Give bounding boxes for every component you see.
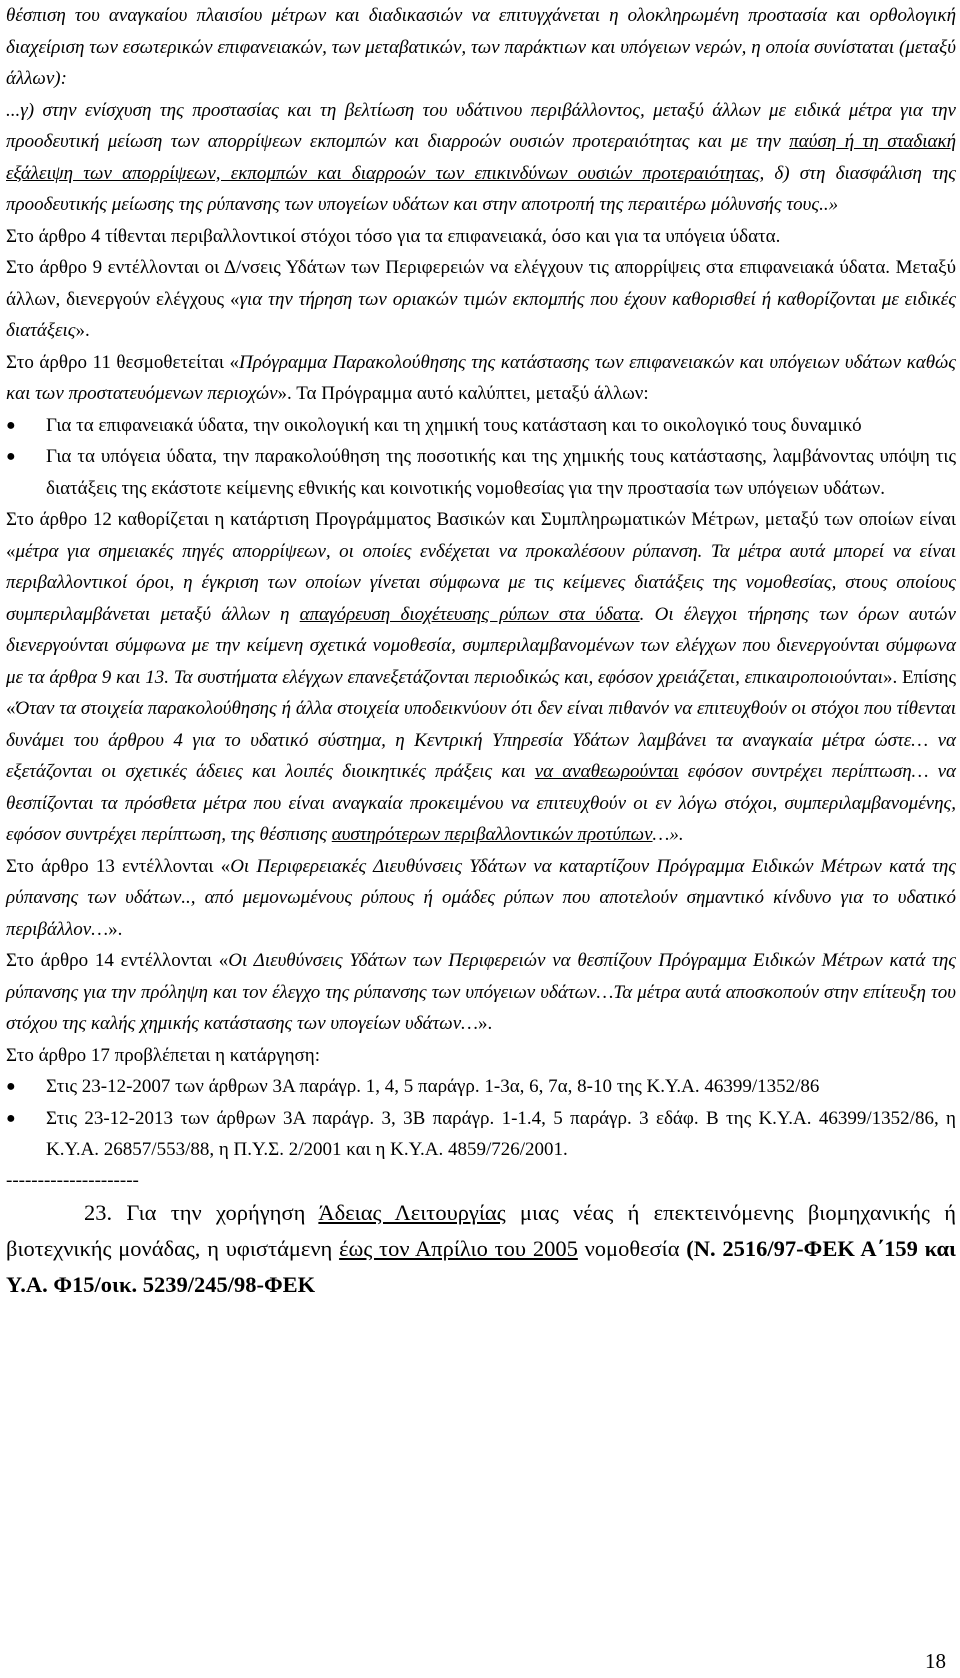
- document-page: [6, 0, 956, 1303]
- list-item: [6, 410, 956, 442]
- text: Στο άρθρο 13 εντέλλονται «: [6, 855, 231, 877]
- text: ». Επίσης «: [6, 666, 957, 719]
- text: …».: [652, 824, 684, 845]
- italic-text: εφόσον συντρέχει περίπτωση… να θεσπίζονται τα πρόσθετα μέτρα που είναι αναγκαία προκειμένου να επιτευχθούν οι εν λόγω στόχοι, συμπεριλαμβανομένης, εφόσον συντρέχει περίπτωση, της θέσπισης: [6, 761, 957, 845]
- italic-text: Οι Διευθύνσεις Υδάτων των Περιφερειών να θεσπίζουν Πρόγραμμα Ειδικών Μέτρων κατά της ρύπανσης για την πρόληψη και τον έλεγχο της ρύπανσης των υπόγειων υδάτων…Τα μέτρα αυτά αποσκοπούν στην επίτευξη του στόχου της καλής χημικής κατάστασης των υπογείων υδάτων…: [6, 950, 956, 1034]
- separator-line: ---------------------: [6, 1169, 139, 1191]
- list-item-text: Για τα υπόγεια ύδατα, την παρακολούθηση της ποσοτικής και της χημικής τους κατάστασης, λαμβάνοντας υπόψη τις διατάξεις της εκάστοτε κείμενης εθνικής και κοινοτικής νομοθεσίας για την προστασία των υπόγειων υδάτων.: [46, 446, 956, 499]
- text: νομοθεσία: [577, 1235, 687, 1261]
- italic-text: Πρόγραμμα Παρακολούθησης της κατάστασης των επιφανειακών και υπόγειων υδάτων καθώς και των προστατευόμενων περιοχών: [6, 351, 957, 404]
- text: μιας νέας ή επεκτεινόμενης βιομηχανικής ή βιοτεχνικής μονάδας, η υφιστάμενη: [6, 1199, 956, 1261]
- bold-text: (Ν. 2516/97-ΦΕΚ Α΄159 και Υ.Α. Φ15/οικ. 5239/245/98-ΦΕΚ: [6, 1235, 956, 1297]
- italic-text: μέτρα για σημειακές πηγές απορρίψεων, οι οποίες ενδέχεται να προκαλέσουν ρύπανση. Τα μέτρα αυτά μπορεί να είναι περιβαλλοντικοί όροι, η έγκριση των οποίων γίνεται σύμφωνα με τις κείμενες διατάξεις της νομοθεσίας, στους οποίους συμπεριλαμβάνεται μεταξύ άλλων η: [6, 540, 956, 625]
- list-item-text: Για τα επιφανειακά ύδατα, την οικολογική και τη χημική τους κατάσταση και το οικολογικό τους δυναμικό: [46, 414, 862, 436]
- underlined-text: έως τον Απρίλιο του 2005: [339, 1235, 578, 1261]
- paragraph: [6, 1195, 956, 1303]
- underlined-text: να αναθεωρούνται: [534, 761, 679, 782]
- italic-text: . Οι έλεγχοι τήρησης των όρων αυτών διενεργούνται σύμφωνα με την κείμενη σχετικά νομοθεσία, συμπεριλαμβανομένων των ελέγχων που διενεργούνται σύμφωνα με τα άρθρα 9 και 13. Τα συστήματα ελέγχων επανεξετάζονται περιοδικώς και, εφόσον χρειάζεται, επικαιροποιούνται: [6, 603, 956, 688]
- bullet-list: [6, 1071, 956, 1166]
- paragraph: Στο άρθρο 17 προβλέπεται η κατάργηση:: [6, 1044, 320, 1066]
- paragraph: θέσπιση του αναγκαίου πλαισίου μέτρων και διαδικασιών να επιτυγχάνεται η ολοκληρωμένη προστασία και ορθολογική διαχείριση των εσωτερικών επιφανειακών, των μεταβατικών, των παράκτιων και υπόγειων νερών, η οποία συνίσταται (μεταξύ άλλων):: [6, 5, 956, 89]
- text: , δ) στη διασφάλιση της προοδευτικής μείωσης της ρύπανσης των υπογείων υδάτων και στην αποτροπή της περαιτέρω μόλυνσής τους..»: [6, 162, 957, 215]
- text: ...γ) στην ενίσχυση της προστασίας και τη βελτίωση του υδάτινου περιβάλλοντος, μεταξύ άλλων με ειδικά μέτρα για την προοδευτική μείωση των απορρίψεων εκπομπών και διαρροών ουσιών προτεραιότητας και με την: [6, 99, 956, 152]
- paragraph: [6, 851, 956, 946]
- paragraph: [6, 95, 956, 221]
- text: ».: [478, 1013, 493, 1034]
- text: ». Τα Πρόγραμμα αυτό καλύπτει, μεταξύ άλλων:: [277, 383, 649, 404]
- bullet-icon: ●: [6, 1078, 16, 1095]
- list-item-text: Στις 23-12-2007 των άρθρων 3Α παράγρ. 1, 4, 5 παράγρ. 1-3α, 6, 7α, 8-10 της Κ.Υ.Α. 46399/1352/86: [46, 1076, 820, 1097]
- paragraph: [6, 504, 956, 851]
- text: Στο άρθρο 12 καθορίζεται η κατάρτιση Προγράμματος Βασικών και Συμπληρωματικών Μέτρων, μεταξύ των οποίων είναι «: [6, 509, 956, 562]
- page-number: 18: [925, 1649, 946, 1673]
- underlined-text: Άδειας Λειτουργίας: [318, 1199, 506, 1225]
- bullet-icon: ●: [6, 1109, 16, 1127]
- italic-text: για την τήρηση των οριακών τιμών εκπομπής που έχουν καθορισθεί ή καθορίζονται με ειδικές διατάξεις: [6, 288, 957, 341]
- list-item: [6, 1103, 956, 1166]
- text: Στο άρθρο 14 εντέλλονται «: [6, 950, 229, 971]
- text: ».: [75, 320, 90, 341]
- italic-text: Όταν τα στοιχεία παρακολούθησης ή άλλα στοιχεία υποδεικνύουν ότι δεν είναι πιθανόν να επιτευχθούν οι στόχοι που τίθενται δυνάμει του άρθρου 4 για το υδατικό σύστημα, η Κεντρική Υπηρεσία Υδάτων λαμβάνει τα αναγκαία μέτρα ώστε… να εξετάζονται οι σχετικές άδειες και λοιπές διοικητικές πράξεις και: [6, 698, 956, 782]
- underlined-text: παύση ή τη σταδιακή εξάλειψη των απορρίψεων, εκπομπών και διαρροών των επικινδύνων ουσιών προτεραιότητας: [6, 131, 956, 184]
- list-item: [6, 1071, 956, 1103]
- paragraph: Στο άρθρο 4 τίθενται περιβαλλοντικοί στόχοι τόσο για τα επιφανειακά, όσο και για τα υπόγεια ύδατα.: [6, 225, 781, 247]
- text: ».: [108, 918, 123, 940]
- paragraph: [6, 347, 956, 410]
- bullet-icon: ●: [6, 448, 16, 465]
- text: Στο άρθρο 11 θεσμοθετείται «: [6, 351, 240, 373]
- text: 23. Για την χορήγηση: [84, 1199, 319, 1225]
- list-item: [6, 441, 956, 504]
- list-item-text: Στις 23-12-2013 των άρθρων 3Α παράγρ. 3, 3Β παράγρ. 1-1.4, 5 παράγρ. 3 εδάφ. Β της Κ.Υ.Α. 46399/1352/86, η Κ.Υ.Α. 26857/553/88, η Π.Υ.Σ. 2/2001 και η Κ.Υ.Α. 4859/726/2001.: [46, 1107, 956, 1160]
- underlined-text: απαγόρευση διοχέτευσης ρύπων στα ύδατα: [299, 603, 640, 625]
- italic-text: Οι Περιφερειακές Διευθύνσεις Υδάτων να καταρτίζουν Πρόγραμμα Ειδικών Μέτρων κατά της ρύπανσης των υδάτων.., από μεμονωμένους ρύπους ή ομάδες ρύπων που αποτελούν σημαντικό κίνδυνο για το υδατικό περιβάλλον…: [6, 855, 956, 940]
- bullet-icon: ●: [6, 416, 16, 434]
- underlined-text: αυστηρότερων περιβαλλοντικών προτύπων: [331, 824, 653, 845]
- bullet-list: [6, 410, 956, 505]
- text: Στο άρθρο 9 εντέλλονται οι Δ/νσεις Υδάτων των Περιφερειών να ελέγχουν τις απορρίψεις στα επιφανειακά ύδατα. Μεταξύ άλλων, διενεργούν ελέγχους «: [6, 257, 956, 310]
- paragraph: [6, 252, 956, 347]
- numbered-section: [6, 1195, 956, 1303]
- paragraph: [6, 945, 956, 1040]
